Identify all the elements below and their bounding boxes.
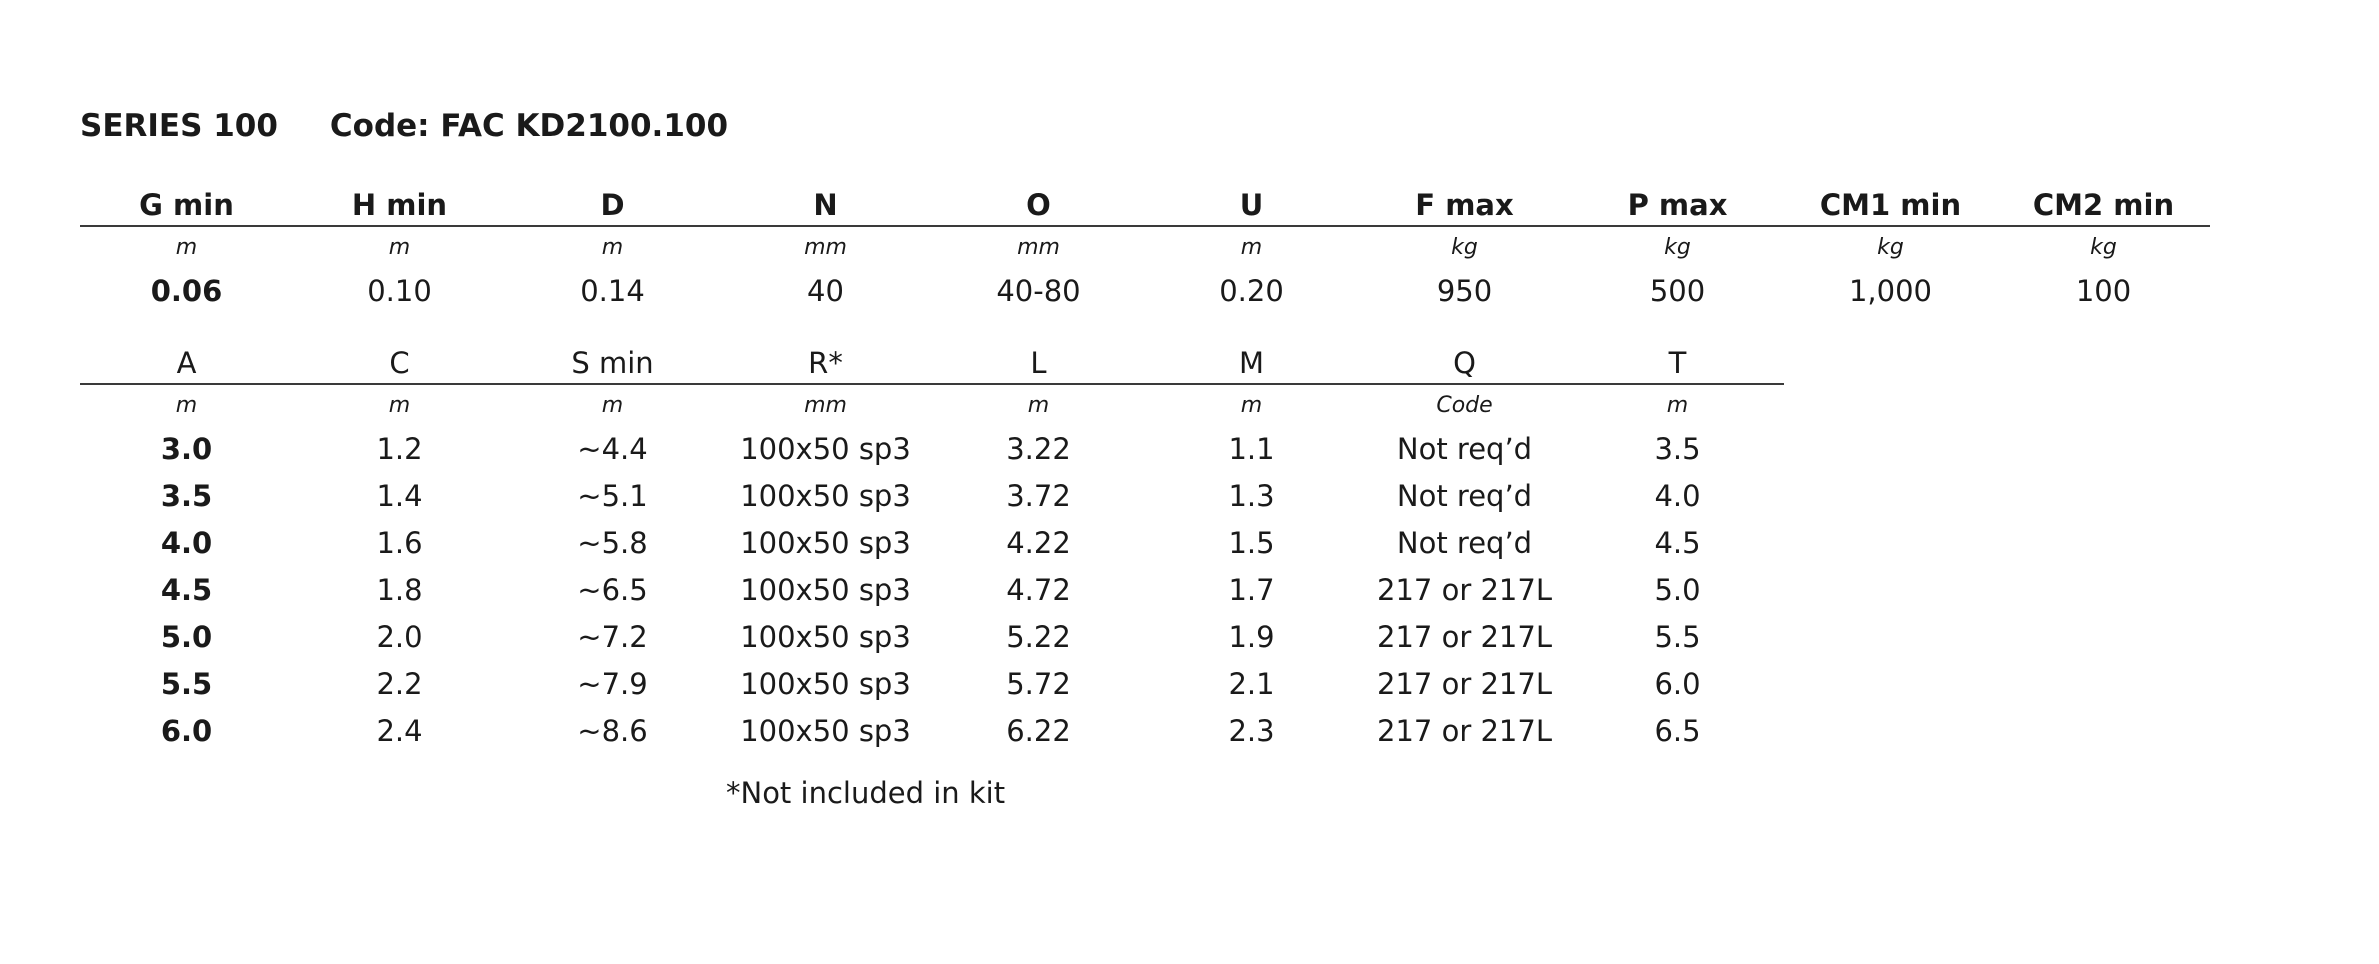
column-header: G min (80, 180, 293, 226)
unit-cell: kg (1664, 234, 1691, 260)
value-cell: 950 (1436, 274, 1493, 308)
units-row (80, 226, 2210, 267)
column-header: O (932, 180, 1145, 226)
value-cell: 3.22 (1006, 431, 1071, 466)
column-header: M (1145, 338, 1358, 384)
value-cell: 0.14 (580, 274, 645, 308)
value-cell: Not req’d (1396, 431, 1533, 466)
column-header: P max (1571, 180, 1784, 226)
value-cell: ~5.1 (577, 478, 648, 513)
value-cell: 217 or 217L (1377, 572, 1552, 607)
value-cell: 5.0 (1654, 572, 1701, 607)
unit-cell: m (388, 392, 411, 418)
value-cell: 0.06 (150, 274, 223, 308)
footnote: *Not included in kit (726, 776, 1006, 810)
value-cell: 2.1 (1228, 666, 1275, 701)
unit-cell: m (1666, 392, 1689, 418)
unit-cell: m (1240, 392, 1263, 418)
value-cell: 4.0 (1654, 478, 1701, 513)
value-cell: 1.7 (1228, 572, 1275, 607)
value-cell: 6.5 (1654, 713, 1701, 748)
value-cell: 5.5 (1654, 619, 1701, 654)
value-cell: 100x50 sp3 (740, 619, 911, 654)
value-cell: 1.3 (1228, 478, 1275, 513)
column-header: CM2 min (1997, 180, 2210, 226)
series-title: SERIES 100 (80, 108, 278, 144)
value-cell: 4.0 (160, 525, 213, 560)
value-cell: 1.8 (376, 572, 423, 607)
value-cell: 1.2 (376, 431, 423, 466)
value-cell: ~8.6 (577, 713, 648, 748)
column-header: T (1571, 338, 1784, 384)
value-cell: 100x50 sp3 (740, 572, 911, 607)
value-cell: Not req’d (1396, 525, 1533, 560)
value-cell: 100x50 sp3 (740, 525, 911, 560)
unit-cell: kg (1877, 234, 1904, 260)
value-cell: 1.9 (1228, 619, 1275, 654)
value-cell: 3.5 (1654, 431, 1701, 466)
value-cell: 100 (2075, 274, 2132, 308)
value-cell: 4.5 (1654, 525, 1701, 560)
value-cell: ~4.4 (577, 431, 648, 466)
value-cell: 6.22 (1006, 713, 1071, 748)
value-cell: 2.3 (1228, 713, 1275, 748)
value-cell: 1.1 (1228, 431, 1275, 466)
value-cell: 5.72 (1006, 666, 1071, 701)
value-cell: 217 or 217L (1377, 619, 1552, 654)
column-header: D (506, 180, 719, 226)
value-cell: 6.0 (160, 713, 213, 748)
unit-cell: m (601, 392, 624, 418)
value-cell: 100x50 sp3 (740, 478, 911, 513)
value-cell: 1,000 (1848, 274, 1933, 308)
unit-cell: m (388, 234, 411, 260)
value-cell: 100x50 sp3 (740, 713, 911, 748)
unit-cell: m (1027, 392, 1050, 418)
table-row (80, 425, 1784, 472)
column-header: CM1 min (1784, 180, 1997, 226)
unit-cell: m (1240, 234, 1263, 260)
value-cell: 5.0 (160, 619, 213, 654)
page-heading (80, 108, 728, 144)
column-header: H min (293, 180, 506, 226)
value-cell: 3.0 (160, 431, 213, 466)
value-cell: 5.5 (160, 666, 213, 701)
value-cell: 0.10 (367, 274, 432, 308)
column-header: C (293, 338, 506, 384)
table-row (80, 472, 1784, 519)
unit-cell: mm (804, 234, 847, 260)
value-cell: 1.6 (376, 525, 423, 560)
column-header: Q (1358, 338, 1571, 384)
value-cell: 100x50 sp3 (740, 431, 911, 466)
value-cell: 4.72 (1006, 572, 1071, 607)
value-cell: 217 or 217L (1377, 713, 1552, 748)
column-header: A (80, 338, 293, 384)
product-code: Code: FAC KD2100.100 (329, 108, 729, 144)
unit-cell: kg (1451, 234, 1478, 260)
table-header-row (80, 180, 2210, 226)
column-header: R* (719, 338, 932, 384)
dimensions-table (80, 180, 2210, 315)
value-cell: 3.72 (1006, 478, 1071, 513)
value-cell: 6.0 (1654, 666, 1701, 701)
span-table (80, 338, 1784, 754)
unit-cell: mm (1017, 234, 1060, 260)
unit-cell: m (175, 392, 198, 418)
unit-cell: mm (804, 392, 847, 418)
value-cell: 4.5 (160, 572, 213, 607)
table-row (80, 707, 1784, 754)
value-cell: 1.5 (1228, 525, 1275, 560)
value-cell: 217 or 217L (1377, 666, 1552, 701)
value-cell: 40 (807, 274, 844, 308)
value-cell: ~7.2 (577, 619, 648, 654)
value-cell: 5.22 (1006, 619, 1071, 654)
value-cell: 0.20 (1219, 274, 1284, 308)
value-cell: 40-80 (996, 274, 1081, 308)
table-row (80, 566, 1784, 613)
table-row (80, 660, 1784, 707)
unit-cell: Code (1436, 392, 1493, 418)
value-cell: 100x50 sp3 (740, 666, 911, 701)
value-cell: 500 (1649, 274, 1706, 308)
column-header: L (932, 338, 1145, 384)
value-cell: Not req’d (1396, 478, 1533, 513)
unit-cell: m (601, 234, 624, 260)
column-header: S min (506, 338, 719, 384)
units-row (80, 384, 1784, 425)
table-row (80, 613, 1784, 660)
table-row (80, 267, 2210, 315)
value-cell: ~5.8 (577, 525, 648, 560)
table-row (80, 519, 1784, 566)
column-header: F max (1358, 180, 1571, 226)
value-cell: 4.22 (1006, 525, 1071, 560)
unit-cell: kg (2090, 234, 2117, 260)
value-cell: 2.4 (376, 713, 423, 748)
table-header-row (80, 338, 1784, 384)
value-cell: ~7.9 (577, 666, 648, 701)
value-cell: ~6.5 (577, 572, 648, 607)
unit-cell: m (175, 234, 198, 260)
column-header: U (1145, 180, 1358, 226)
column-header: N (719, 180, 932, 226)
value-cell: 3.5 (160, 478, 213, 513)
value-cell: 2.2 (376, 666, 423, 701)
value-cell: 2.0 (376, 619, 423, 654)
value-cell: 1.4 (376, 478, 423, 513)
